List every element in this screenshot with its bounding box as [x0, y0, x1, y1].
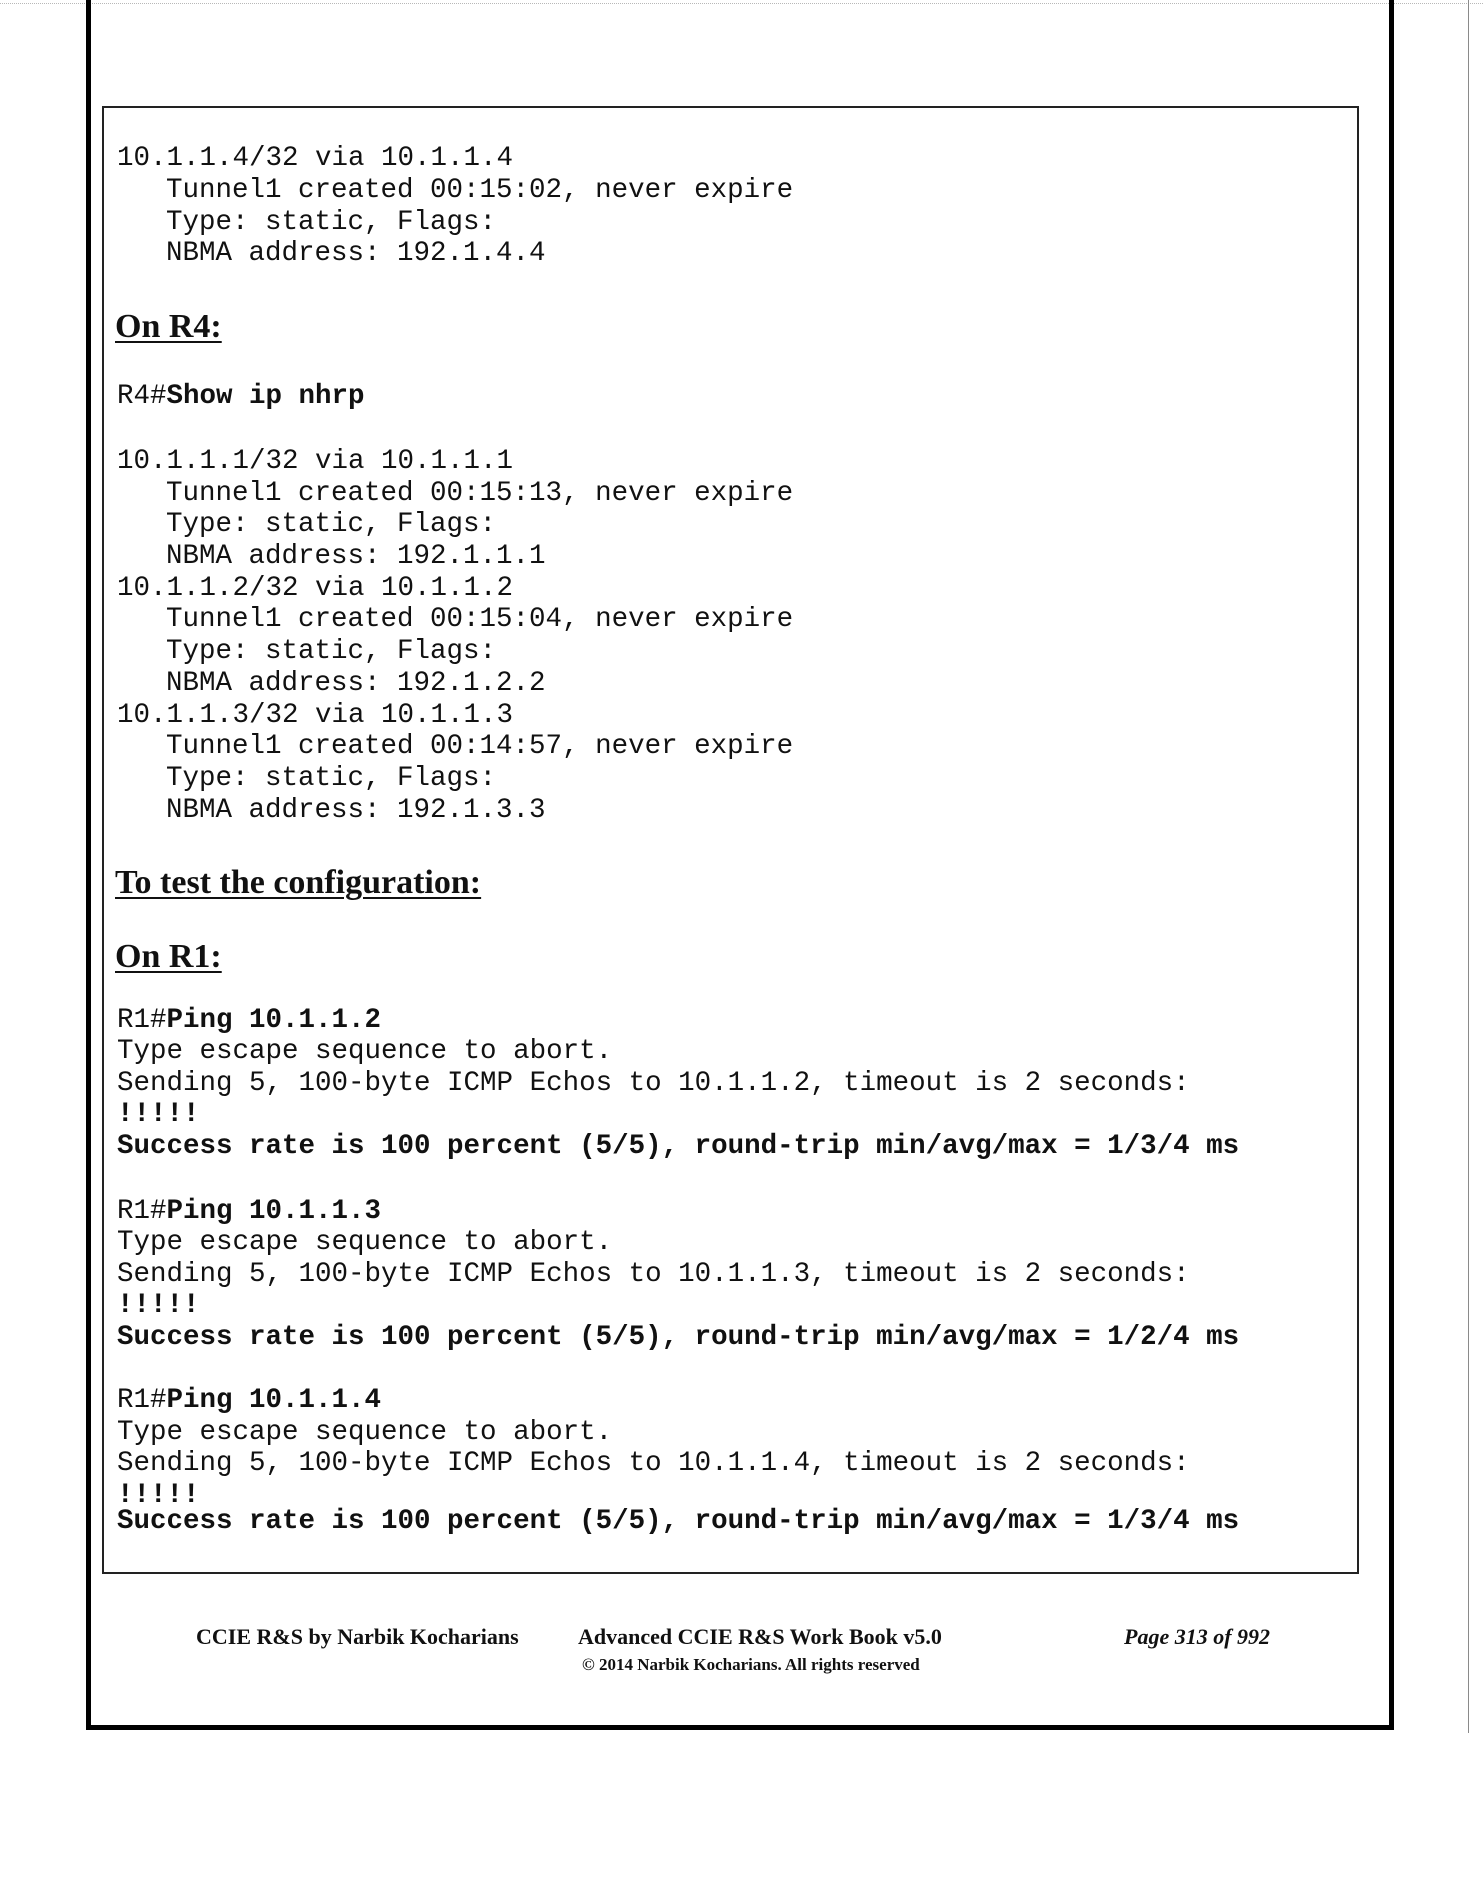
- ping-sending-line: Sending 5, 100-byte ICMP Echos to 10.1.1.4, timeout is 2 seconds:: [117, 1448, 1190, 1479]
- ping-replies: !!!!!: [117, 1290, 200, 1321]
- nhrp-entry: 10.1.1.4/32 via 10.1.1.4: [117, 143, 514, 174]
- nhrp-entry: 10.1.1.2/32 via 10.1.1.2: [117, 573, 514, 604]
- r4-command-line: [117, 383, 365, 411]
- footer-book-title: Advanced CCIE R&S Work Book v5.0: [578, 1624, 942, 1649]
- nhrp-nbma: NBMA address: 192.1.4.4: [166, 238, 546, 269]
- ping-result: Success rate is 100 percent (5/5), round-trip min/avg/max = 1/2/4 ms: [117, 1322, 1240, 1353]
- ping-escape-line: Type escape sequence to abort.: [117, 1036, 613, 1067]
- cli-prompt: R1#: [117, 1385, 167, 1416]
- nhrp-type: Type: static, Flags:: [166, 509, 497, 540]
- ping-result: Success rate is 100 percent (5/5), round-trip min/avg/max = 1/3/4 ms: [117, 1131, 1240, 1162]
- footer-author: CCIE R&S by Narbik Kocharians: [196, 1624, 519, 1649]
- cli-command: Ping 10.1.1.2: [166, 1005, 382, 1036]
- cli-output-box: [102, 106, 1359, 1574]
- nhrp-type: Type: static, Flags:: [166, 207, 497, 238]
- nhrp-type: Type: static, Flags:: [166, 636, 497, 667]
- ping-escape-line: Type escape sequence to abort.: [117, 1227, 613, 1258]
- nhrp-nbma: NBMA address: 192.1.1.1: [166, 541, 546, 572]
- heading-to-test: To test the configuration:: [115, 864, 482, 901]
- ping-command-line: [117, 1387, 381, 1415]
- footer-copyright: © 2014 Narbik Kocharians. All rights reserved: [582, 1655, 920, 1674]
- nhrp-tunnel: Tunnel1 created 00:15:02, never expire: [166, 175, 794, 206]
- nhrp-nbma: NBMA address: 192.1.2.2: [166, 668, 546, 699]
- ping-sending-line: Sending 5, 100-byte ICMP Echos to 10.1.1.3, timeout is 2 seconds:: [117, 1259, 1190, 1290]
- nhrp-tunnel: Tunnel1 created 00:15:13, never expire: [166, 478, 794, 509]
- footer-page-number: Page 313 of 992: [1124, 1624, 1271, 1649]
- ping-replies: !!!!!: [117, 1480, 200, 1511]
- cli-command: Ping 10.1.1.3: [166, 1196, 382, 1227]
- ping-replies: !!!!!: [117, 1099, 200, 1130]
- nhrp-type: Type: static, Flags:: [166, 763, 497, 794]
- nhrp-tunnel: Tunnel1 created 00:14:57, never expire: [166, 731, 794, 762]
- cli-prompt: R1#: [117, 1196, 167, 1227]
- nhrp-nbma: NBMA address: 192.1.3.3: [166, 795, 546, 826]
- heading-on-r1: On R1:: [115, 938, 222, 975]
- nhrp-entry: 10.1.1.1/32 via 10.1.1.1: [117, 446, 514, 477]
- nhrp-entry: 10.1.1.3/32 via 10.1.1.3: [117, 700, 514, 731]
- ping-escape-line: Type escape sequence to abort.: [117, 1417, 613, 1448]
- scan-edge-line: [1468, 0, 1469, 1733]
- ping-command-line: [117, 1007, 381, 1035]
- ping-result: Success rate is 100 percent (5/5), round-trip min/avg/max = 1/3/4 ms: [117, 1506, 1240, 1537]
- ping-command-line: [117, 1198, 381, 1226]
- heading-on-r4: On R4:: [115, 308, 222, 345]
- cli-prompt: R1#: [117, 1005, 167, 1036]
- ping-sending-line: Sending 5, 100-byte ICMP Echos to 10.1.1.2, timeout is 2 seconds:: [117, 1068, 1190, 1099]
- nhrp-tunnel: Tunnel1 created 00:15:04, never expire: [166, 604, 794, 635]
- cli-command: Show ip nhrp: [166, 381, 365, 412]
- cli-command: Ping 10.1.1.4: [166, 1385, 382, 1416]
- cli-prompt: R4#: [117, 381, 167, 412]
